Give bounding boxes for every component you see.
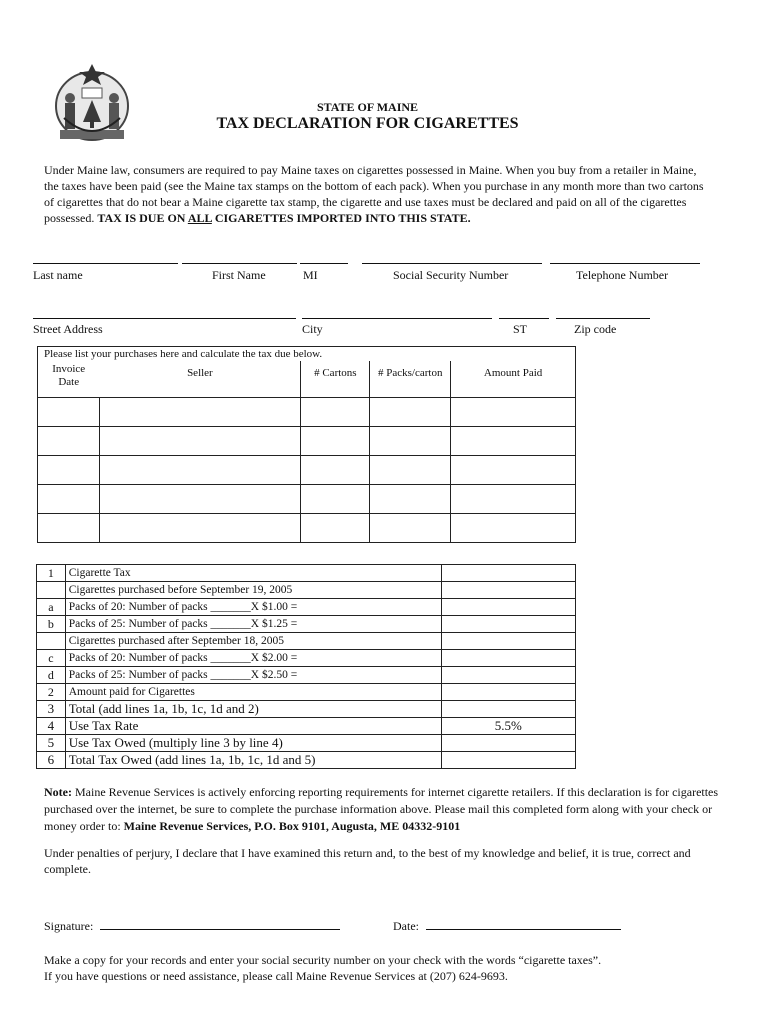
tax-line-6-amount[interactable] <box>441 752 575 769</box>
zip-label: Zip code <box>574 322 617 336</box>
tax-line-2: 2 Amount paid for Cigarettes <box>37 684 576 701</box>
intro-paragraph <box>44 162 714 226</box>
perjury-statement: Under penalties of perjury, I declare that I have examined this return and, to the best of my knowledge and belief, it is true, correct and complete. <box>44 846 691 876</box>
use-tax-rate-value: 5.5% <box>441 718 575 735</box>
tax-line-before: Cigarettes purchased before September 19, 2005 <box>37 582 576 599</box>
note-text: Maine Revenue Services is actively enforcing reporting requirements for internet cigarette retailers. If this declaration is for cigarettes purchased over the internet, be sure to complete the purchase information above. Please mail this completed form along with your check or money order to: <box>44 785 719 833</box>
tax-calculation-table <box>36 564 576 769</box>
tax-line-after: Cigarettes purchased after September 18, 2005 <box>37 633 576 650</box>
date-field[interactable] <box>426 918 621 930</box>
mi-field[interactable] <box>300 263 348 264</box>
note-label: Note: <box>44 785 72 799</box>
state-label: ST <box>513 322 528 336</box>
state-heading: STATE OF MAINE <box>316 100 419 114</box>
ssn-label: Social Security Number <box>393 268 509 282</box>
tax-line-1c-amount[interactable] <box>441 650 575 667</box>
ssn-field[interactable] <box>362 263 542 264</box>
date-label: Date: <box>393 919 419 933</box>
tax-line-1c: c Packs of 20: Number of packs _______X $2.00 = <box>37 650 576 667</box>
tax-line-3-amount[interactable] <box>441 701 575 718</box>
signature-field[interactable] <box>100 918 340 930</box>
tax-line-1-amount[interactable] <box>441 565 575 582</box>
street-address-field[interactable] <box>33 318 296 319</box>
signature-row <box>44 918 340 934</box>
tax-line-4: 4 Use Tax Rate 5.5% <box>37 718 576 735</box>
footer-line-1: Make a copy for your records and enter your social security number on your check with the words “cigarette taxes”. <box>44 953 602 967</box>
col-amount-paid: Amount Paid <box>451 361 576 398</box>
table-row[interactable] <box>38 514 576 543</box>
mi-label: MI <box>303 268 318 282</box>
street-address-label: Street Address <box>33 322 103 336</box>
table-row[interactable] <box>38 456 576 485</box>
tax-line-1: 1 Cigarette Tax <box>37 565 576 582</box>
zip-field[interactable] <box>556 318 650 319</box>
table-row[interactable] <box>38 485 576 514</box>
intro-bold-all: ALL <box>187 211 212 225</box>
state-field[interactable] <box>499 318 549 319</box>
tax-line-1d-amount[interactable] <box>441 667 575 684</box>
mailing-address: Maine Revenue Services, P.O. Box 9101, Augusta, ME 04332-9101 <box>123 819 461 833</box>
first-name-field[interactable] <box>182 263 297 264</box>
col-packs-per-carton: # Packs/carton <box>370 361 451 398</box>
city-label: City <box>302 322 323 336</box>
purchases-table <box>37 346 576 543</box>
city-field[interactable] <box>302 318 492 319</box>
date-row <box>393 918 621 934</box>
col-cartons: # Cartons <box>301 361 370 398</box>
form-title: TAX DECLARATION FOR CIGARETTES <box>216 115 519 132</box>
note-paragraph <box>44 784 724 835</box>
tax-line-1b-amount[interactable] <box>441 616 575 633</box>
phone-field[interactable] <box>550 263 700 264</box>
intro-bold-pre: TAX IS DUE ON <box>97 211 188 225</box>
first-name-label: First Name <box>212 268 266 282</box>
footer-line-2: If you have questions or need assistance, please call Maine Revenue Services at (207) 624-9693. <box>44 969 508 983</box>
tax-line-1b: b Packs of 25: Number of packs _______X $1.25 = <box>37 616 576 633</box>
col-invoice-date: Invoice Date <box>38 361 100 398</box>
table-row[interactable] <box>38 398 576 427</box>
purchases-caption: Please list your purchases here and calculate the tax due below. <box>38 347 576 362</box>
intro-bold-post: CIGARETTES IMPORTED INTO THIS STATE. <box>211 211 471 225</box>
tax-line-2-amount[interactable] <box>441 684 575 701</box>
table-row[interactable] <box>38 427 576 456</box>
last-name-field[interactable] <box>33 263 178 264</box>
tax-line-5: 5 Use Tax Owed (multiply line 3 by line 4) <box>37 735 576 752</box>
tax-line-1a-amount[interactable] <box>441 599 575 616</box>
signature-label: Signature: <box>44 919 94 933</box>
tax-line-1a: a Packs of 20: Number of packs _______X $1.00 = <box>37 599 576 616</box>
tax-line-6: 6 Total Tax Owed (add lines 1a, 1b, 1c, 1d and 5) <box>37 752 576 769</box>
tax-line-5-amount[interactable] <box>441 735 575 752</box>
tax-line-3: 3 Total (add lines 1a, 1b, 1c, 1d and 2) <box>37 701 576 718</box>
phone-label: Telephone Number <box>576 268 669 282</box>
last-name-label: Last name <box>33 268 83 282</box>
tax-line-1d: d Packs of 25: Number of packs _______X $2.50 = <box>37 667 576 684</box>
col-seller: Seller <box>99 361 300 398</box>
intro-text: Under Maine law, consumers are required to pay Maine taxes on cigarettes possessed in Maine. When you buy from a retailer in Maine, the taxes have been paid (see the Maine tax stamps on the bottom of each pack). When you purchase in any month more than two cartons of cigarettes that do not bear a Maine cigarette tax stamp, the cigarette and use taxes must be declared and paid on all of the cigarettes possessed. <box>44 163 704 225</box>
footer <box>44 952 724 984</box>
